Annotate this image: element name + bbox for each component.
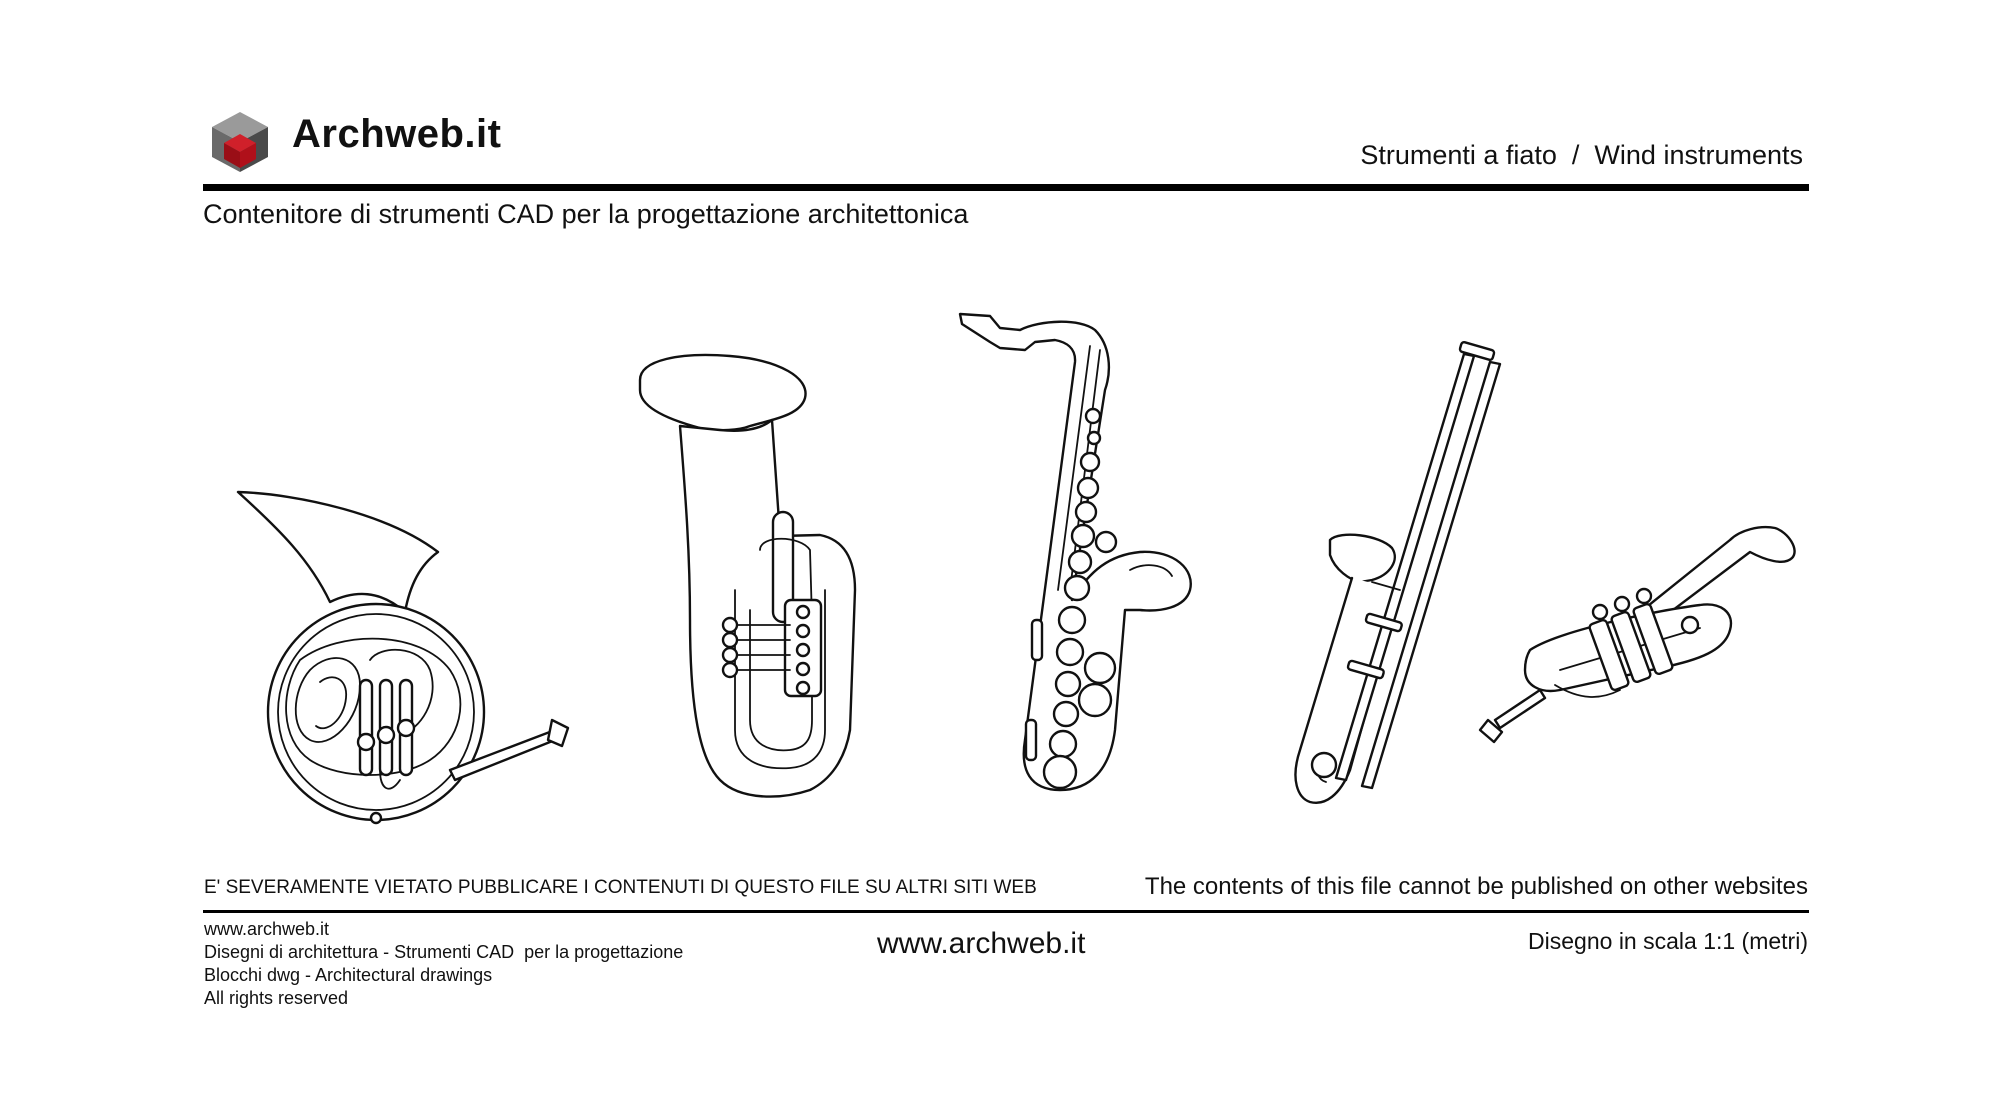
brand-name: Archweb.it bbox=[292, 112, 502, 156]
warning-italian: E' SEVERAMENTE VIETATO PUBBLICARE I CONTENUTI DI QUESTO FILE SU ALTRI SITI WEB bbox=[204, 877, 1037, 898]
archweb-logo-icon bbox=[208, 110, 272, 174]
info-line-blocks: Blocchi dwg - Architectural drawings bbox=[204, 965, 493, 985]
header-divider bbox=[203, 184, 1809, 191]
category-title: Strumenti a fiato / Wind instruments bbox=[1360, 140, 1803, 170]
french-horn-drawing bbox=[238, 492, 568, 823]
trumpet-drawing bbox=[1480, 527, 1795, 742]
info-line-site: www.archweb.it bbox=[204, 919, 330, 939]
trombone-drawing bbox=[1295, 342, 1500, 803]
saxophone-drawing bbox=[960, 314, 1191, 790]
website-link[interactable]: www.archweb.it bbox=[877, 927, 1086, 960]
warning-english: The contents of this file cannot be published on other websites bbox=[1144, 873, 1808, 900]
footer-info bbox=[204, 918, 683, 1010]
info-line-rights: All rights reserved bbox=[204, 988, 349, 1008]
instrument-drawings bbox=[0, 290, 2000, 850]
footer-divider bbox=[203, 910, 1809, 913]
subtitle: Contenitore di strumenti CAD per la progettazione architettonica bbox=[203, 199, 969, 229]
info-line-description: Disegni di architettura - Strumenti CAD per la progettazione bbox=[204, 942, 684, 962]
scale-note: Disegno in scala 1:1 (metri) bbox=[1528, 928, 1808, 954]
tuba-drawing bbox=[640, 355, 855, 797]
